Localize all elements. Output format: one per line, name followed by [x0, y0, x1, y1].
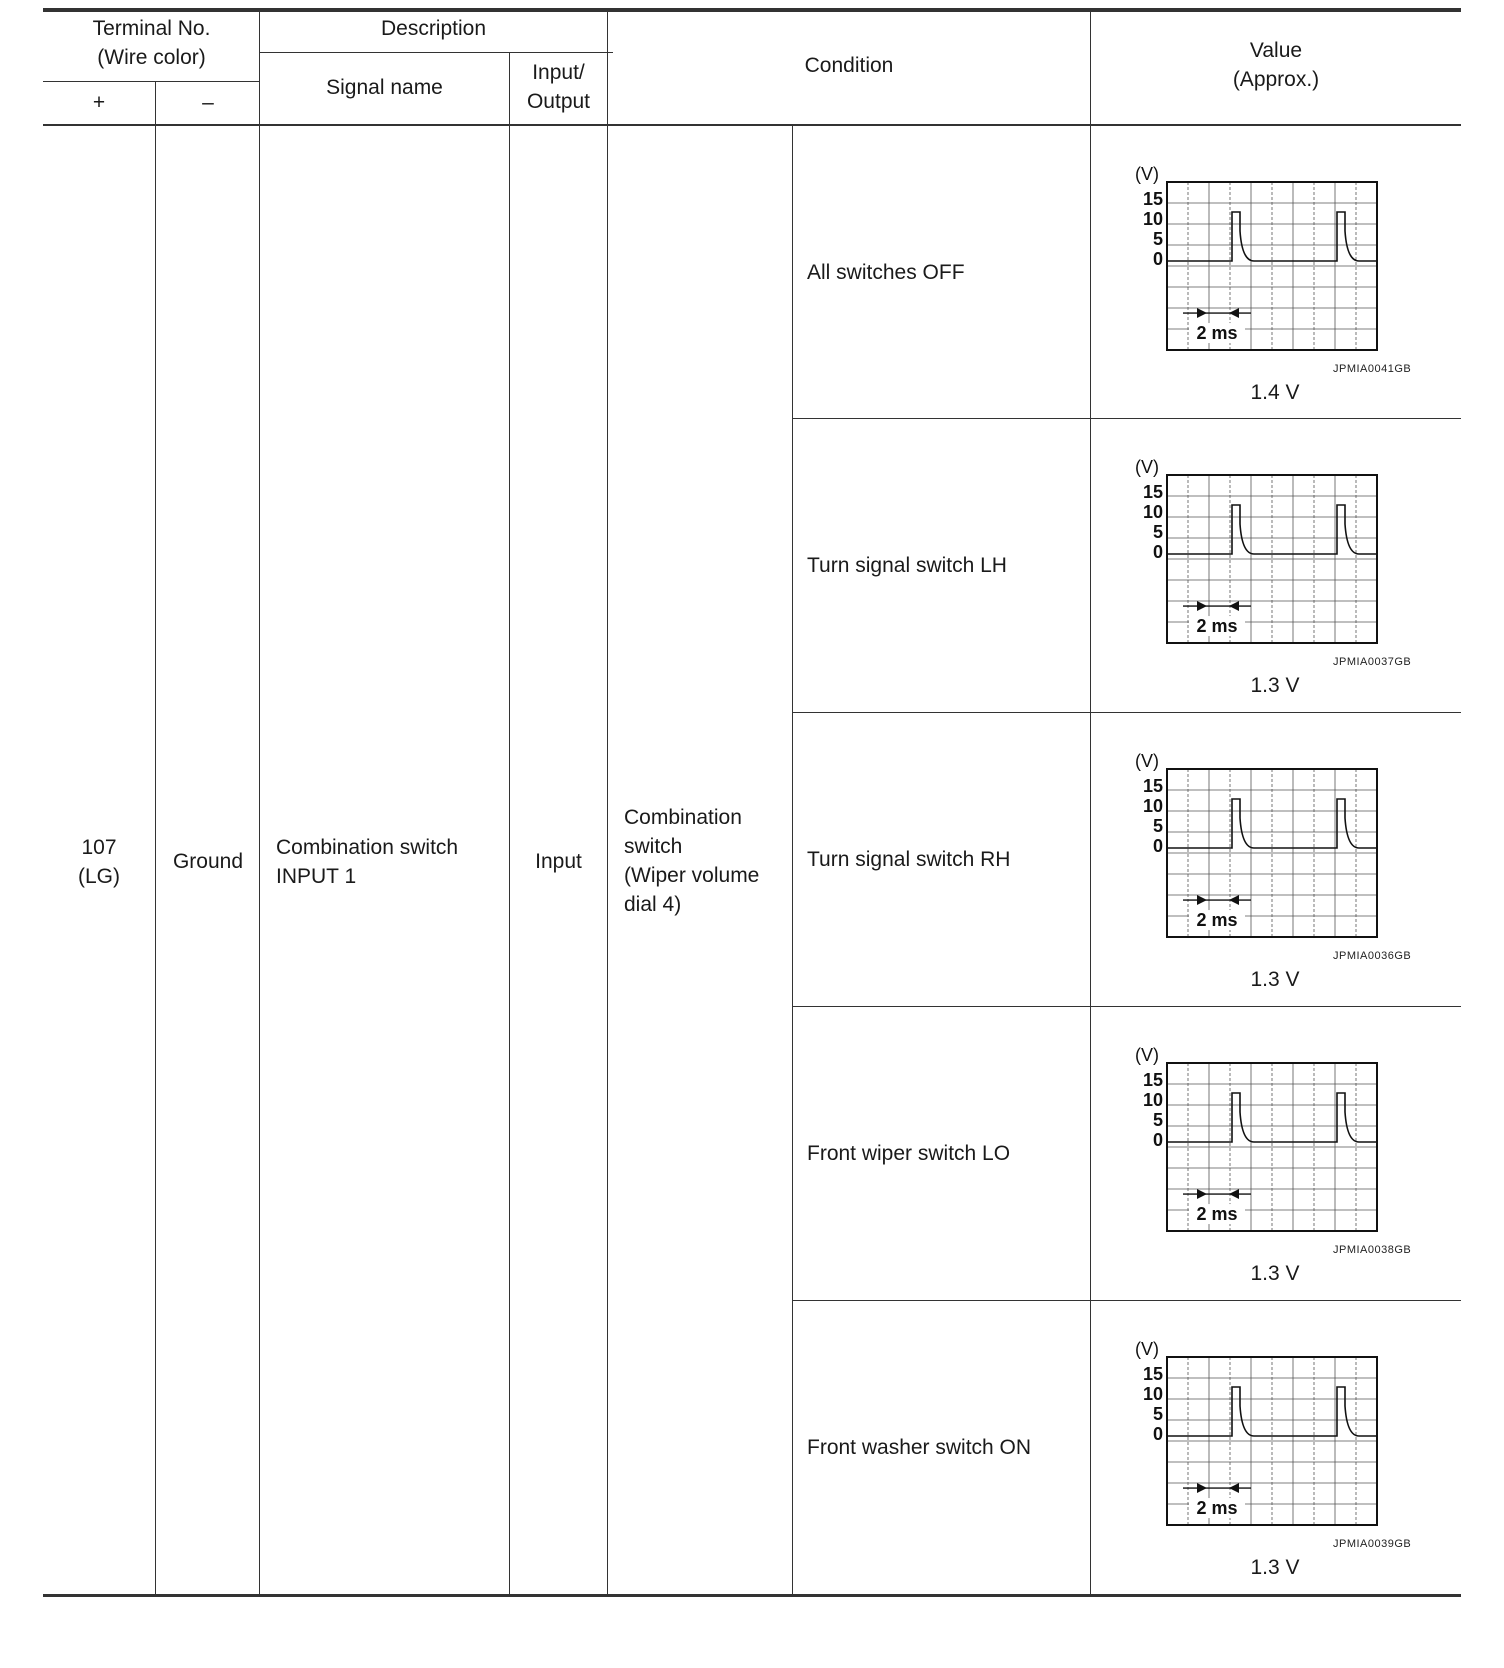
axis-tick-label: 10 — [1142, 796, 1163, 816]
col-rule-plus — [155, 81, 156, 1594]
approx-value: 1.3 V — [1250, 674, 1300, 697]
terminal-table — [43, 0, 1461, 1600]
waveform-figure — [1133, 164, 1373, 344]
waveform-figure — [1133, 457, 1373, 637]
desc-rule — [260, 52, 613, 53]
header-terminal-no: Terminal No. (Wire color) — [92, 17, 211, 69]
axis-tick-label: 5 — [1152, 1404, 1163, 1424]
axis-tick-label: 5 — [1152, 522, 1163, 542]
axis-tick-label: 10 — [1142, 209, 1163, 229]
axis-tick-label: 15 — [1142, 189, 1163, 209]
approx-value: 1.3 V — [1250, 1262, 1300, 1285]
axis-unit-label: (V) — [1135, 1339, 1159, 1359]
figure-id-caption: JPMIA0039GB — [1333, 1538, 1412, 1550]
row-divider-2 — [793, 712, 1461, 713]
axis-tick-label: 0 — [1152, 542, 1163, 562]
condition-label: Front wiper switch LO — [807, 1141, 1011, 1165]
axis-tick-label: 10 — [1142, 1090, 1163, 1110]
col-rule-io — [607, 12, 608, 1594]
signal-name-value: Combination switch INPUT 1 — [276, 836, 459, 888]
col-rule-signal — [509, 52, 510, 1594]
condition-label: Turn signal switch LH — [807, 553, 1007, 577]
axis-tick-label: 0 — [1152, 1424, 1163, 1444]
axis-tick-label: 0 — [1152, 249, 1163, 269]
terminal-sub-rule — [43, 81, 260, 82]
header-description: Description — [380, 17, 487, 40]
header-value: Value (Approx.) — [1232, 39, 1320, 91]
row-divider-4 — [793, 1300, 1461, 1301]
axis-tick-label: 15 — [1142, 482, 1163, 502]
approx-value: 1.3 V — [1250, 968, 1300, 991]
table-bottom-rule — [43, 1594, 1461, 1597]
col-rule-terminal — [259, 12, 260, 1594]
axis-tick-label: 15 — [1142, 776, 1163, 796]
condition-label: Front washer switch ON — [807, 1435, 1032, 1459]
time-scale-label: 2 ms — [1196, 616, 1238, 637]
axis-unit-label: (V) — [1135, 164, 1159, 184]
row-divider-3 — [793, 1006, 1461, 1007]
axis-unit-label: (V) — [1135, 1045, 1159, 1065]
time-scale-label: 2 ms — [1196, 1204, 1238, 1225]
waveform-figure — [1133, 1339, 1373, 1519]
axis-tick-label: 0 — [1152, 1130, 1163, 1150]
condition-label: All switches OFF — [807, 260, 965, 284]
io-value: Input — [535, 850, 582, 873]
waveform-figure — [1133, 751, 1373, 931]
time-scale-label: 2 ms — [1196, 910, 1238, 931]
waveform-figure — [1133, 1045, 1373, 1225]
table-top-rule — [43, 8, 1461, 12]
axis-tick-label: 15 — [1142, 1364, 1163, 1384]
time-scale-label: 2 ms — [1196, 323, 1238, 344]
axis-tick-label: 5 — [1152, 1110, 1163, 1130]
figure-id-caption: JPMIA0041GB — [1333, 363, 1412, 375]
figure-id-caption: JPMIA0038GB — [1333, 1244, 1412, 1256]
header-minus: – — [202, 91, 214, 114]
axis-tick-label: 10 — [1142, 1384, 1163, 1404]
header-condition: Condition — [804, 54, 894, 77]
axis-tick-label: 5 — [1152, 816, 1163, 836]
terminal-plus-value: 107 (LG) — [78, 836, 120, 888]
header-plus: + — [92, 91, 106, 114]
figure-id-caption: JPMIA0037GB — [1333, 656, 1412, 668]
row-divider-1 — [793, 418, 1461, 419]
axis-tick-label: 15 — [1142, 1070, 1163, 1090]
header-input-output: Input/ Output — [526, 61, 591, 113]
condition-label: Turn signal switch RH — [807, 847, 1011, 871]
condition-main-value: Combination switch (Wiper volume dial 4) — [624, 806, 760, 916]
axis-tick-label: 10 — [1142, 502, 1163, 522]
axis-tick-label: 0 — [1152, 836, 1163, 856]
approx-value: 1.4 V — [1250, 381, 1300, 404]
approx-value: 1.3 V — [1250, 1556, 1300, 1579]
header-signal-name: Signal name — [326, 76, 443, 99]
figure-id-caption: JPMIA0036GB — [1333, 950, 1412, 962]
terminal-minus-value: Ground — [172, 850, 244, 873]
time-scale-label: 2 ms — [1196, 1498, 1238, 1519]
col-rule-condition — [792, 126, 793, 1594]
axis-unit-label: (V) — [1135, 751, 1159, 771]
header-bottom-rule — [43, 124, 1461, 126]
col-rule-value — [1090, 12, 1091, 1594]
axis-tick-label: 5 — [1152, 229, 1163, 249]
axis-unit-label: (V) — [1135, 457, 1159, 477]
